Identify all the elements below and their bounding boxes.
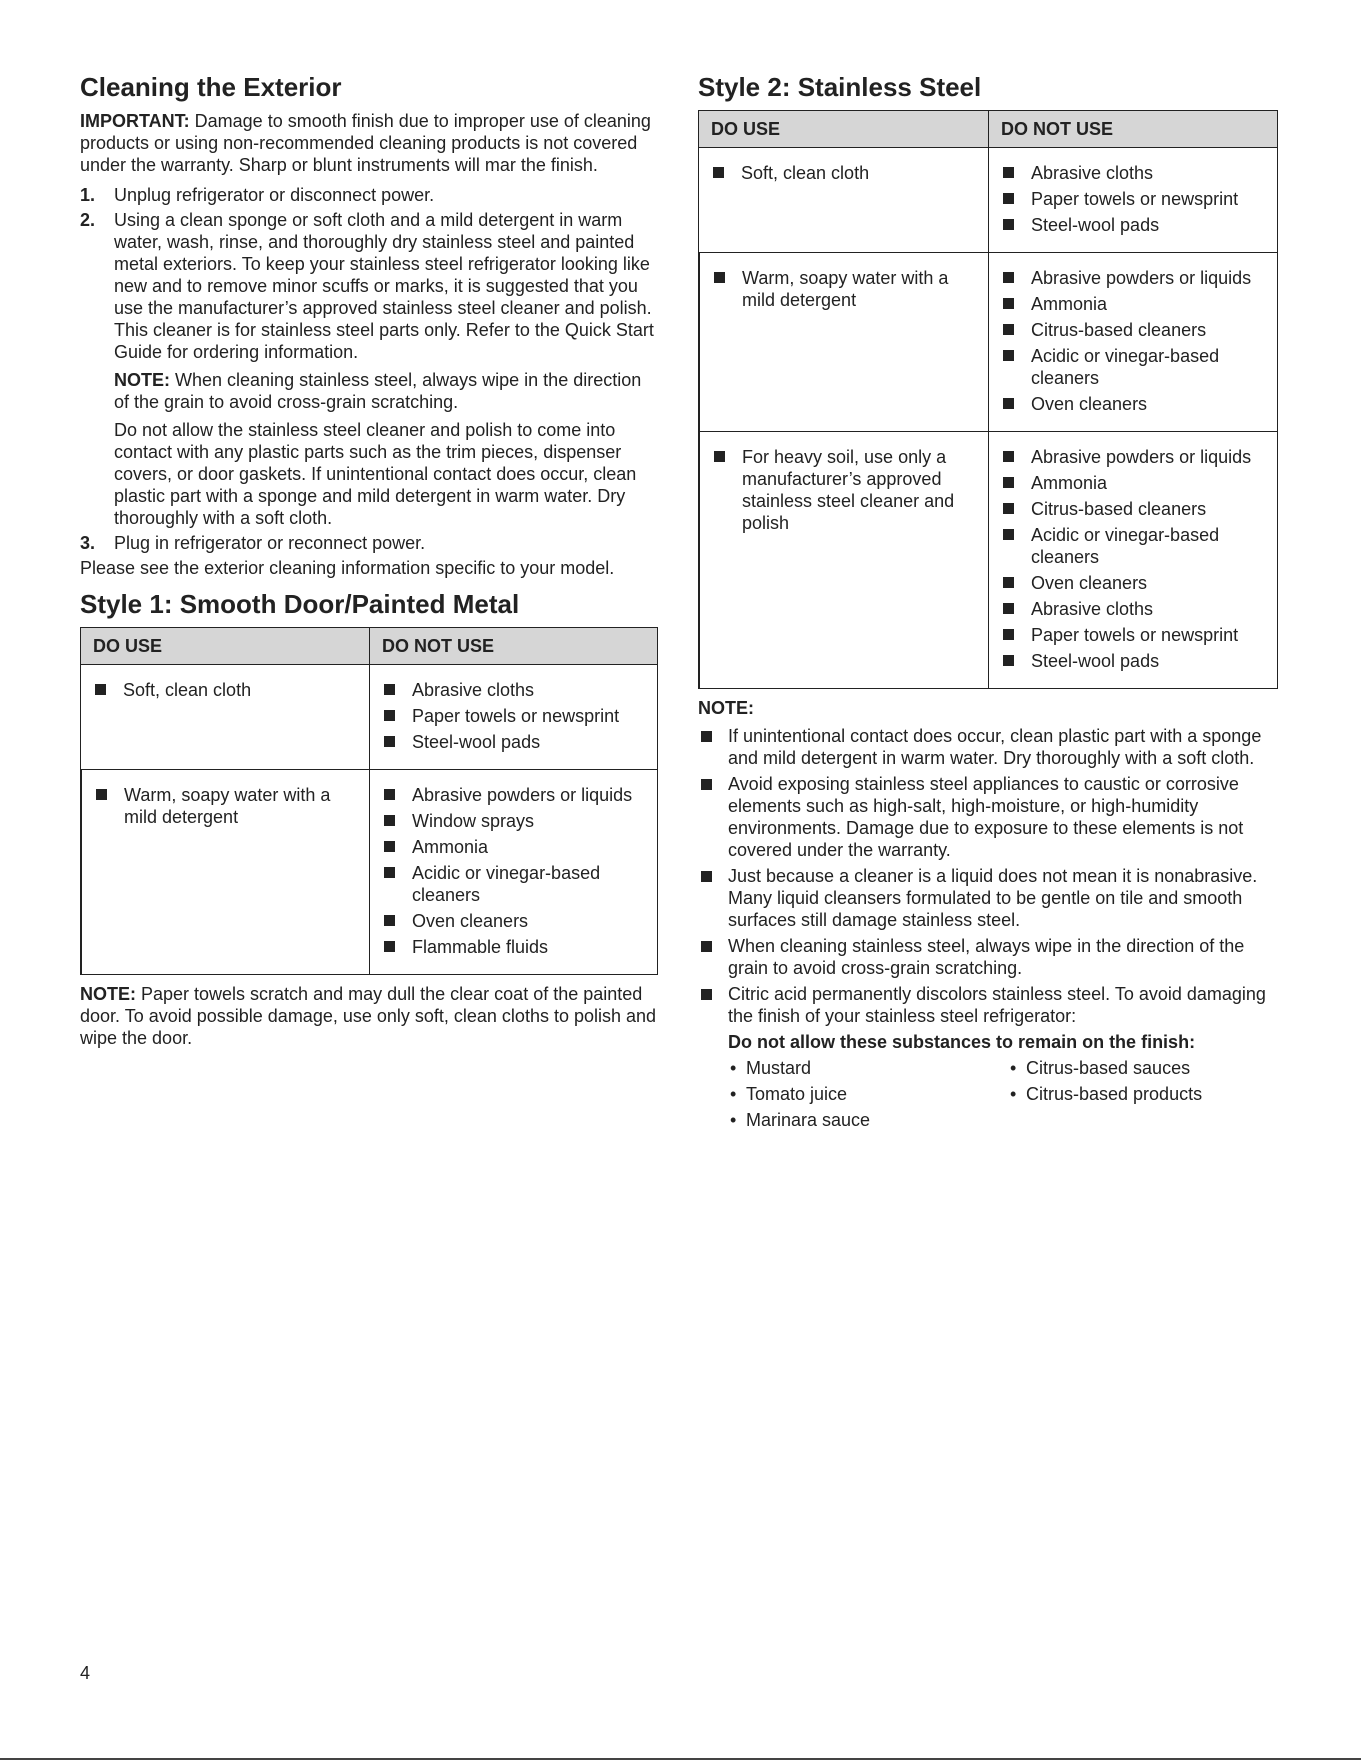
list-item: Warm, soapy water with a mild detergent <box>712 267 980 311</box>
style2-note-heading: NOTE: <box>698 698 754 718</box>
table-cell-use <box>81 665 369 770</box>
bullet-dot: • <box>1010 1084 1017 1104</box>
table-cell-use <box>699 148 988 253</box>
table-cell-not-use <box>988 148 1277 253</box>
list-item: Oven cleaners <box>1001 572 1269 594</box>
page-number: 4 <box>80 1663 91 1683</box>
list-item: Steel-wool pads <box>1001 214 1269 236</box>
page-bottom-rule <box>0 1758 1361 1760</box>
substance-text: Tomato juice <box>746 1084 848 1104</box>
list-item: Acidic or vinegar-based cleaners <box>1001 345 1269 389</box>
note-item: Just because a cleaner is a liquid does not mean it is nonabrasive. Many liquid cleansers formulated to be gentle on tile and smooth surfaces still damage stainless steel. <box>698 865 1278 931</box>
step-extra: Do not allow the stainless steel cleaner and polish to come into contact with any plastic parts such as the trim pieces, dispenser covers, or door gaskets. If unintentional contact does occur, clean plastic part with a sponge and mild detergent in warm water. Dry thoroughly with a soft cloth. <box>114 420 637 528</box>
list-item: Warm, soapy water with a mild detergent <box>94 784 361 828</box>
bullet-dot: • <box>730 1084 737 1104</box>
list-item: Abrasive cloths <box>1001 598 1269 620</box>
step-note <box>114 369 658 413</box>
table-cell-use <box>81 770 369 974</box>
list-item: Acidic or vinegar-based cleaners <box>1001 524 1269 568</box>
list-item: Soft, clean cloth <box>711 162 980 184</box>
substance-item <box>728 1083 1008 1105</box>
table-header-not-use: DO NOT USE <box>369 628 657 665</box>
list-item: Abrasive cloths <box>1001 162 1269 184</box>
left-column <box>80 72 658 1049</box>
style2-notes <box>698 725 1278 1027</box>
substance-text: Citrus-based products <box>1026 1084 1203 1104</box>
right-column <box>698 72 1278 1135</box>
list-item: Flammable fluids <box>382 936 649 958</box>
list-item: Window sprays <box>382 810 649 832</box>
table-header-use: DO USE <box>81 628 369 665</box>
list-item: Oven cleaners <box>382 910 649 932</box>
style1-heading: Style 1: Smooth Door/Painted Metal <box>80 589 520 619</box>
bullet-dot: • <box>1010 1058 1017 1078</box>
step-number: 3. <box>80 533 96 553</box>
list-item: Abrasive powders or liquids <box>1001 267 1269 289</box>
list-item: Steel-wool pads <box>382 731 649 753</box>
list-item: Ammonia <box>1001 293 1269 315</box>
note-item: When cleaning stainless steel, always wipe in the direction of the grain to avoid cross-grain scratching. <box>698 935 1278 979</box>
important-label: IMPORTANT: <box>80 111 190 131</box>
see-info-paragraph: Please see the exterior cleaning information specific to your model. <box>80 558 615 578</box>
list-item: Abrasive powders or liquids <box>1001 446 1269 468</box>
substance-text: Marinara sauce <box>746 1110 871 1130</box>
style1-table <box>80 627 658 975</box>
list-item: Ammonia <box>382 836 649 858</box>
list-item: Ammonia <box>1001 472 1269 494</box>
bullet-dot: • <box>730 1058 737 1078</box>
list-item: Citrus-based cleaners <box>1001 498 1269 520</box>
style2-table <box>698 110 1278 689</box>
style1-note <box>80 983 658 1049</box>
substance-item <box>1008 1057 1288 1079</box>
note-item: Avoid exposing stainless steel appliances to caustic or corrosive elements such as high-salt, high-moisture, or high-humidity environments. Damage due to exposure to these elements is not covered under the warranty. <box>698 773 1278 861</box>
substance-item <box>728 1109 1008 1131</box>
list-item: Paper towels or newsprint <box>1001 188 1269 210</box>
table-cell-use <box>699 253 988 432</box>
table-header-not-use: DO NOT USE <box>988 111 1277 148</box>
list-item: Paper towels or newsprint <box>1001 624 1269 646</box>
step-item <box>80 209 658 529</box>
list-item: Soft, clean cloth <box>93 679 361 701</box>
substance-item <box>728 1057 1008 1079</box>
table-cell-not-use <box>369 770 657 974</box>
table-cell-not-use <box>988 253 1277 432</box>
note-text: Paper towels scratch and may dull the clear coat of the painted door. To avoid possible damage, use only soft, clean cloths to polish and wipe the door. <box>80 984 657 1048</box>
list-item: Abrasive cloths <box>382 679 649 701</box>
step-item <box>80 532 658 554</box>
note-item: Citric acid permanently discolors stainless steel. To avoid damaging the finish of your stainless steel refrigerator: <box>698 983 1278 1027</box>
important-paragraph <box>80 110 658 176</box>
step-number: 1. <box>80 185 96 205</box>
step-text: Using a clean sponge or soft cloth and a mild detergent in warm water, wash, rinse, and thoroughly dry stainless steel and painted metal exteriors. To keep your stainless steel refrigerator looking like new and to remove minor scuffs or marks, it is suggested that you use the manufacturer’s approved stainless steel cleaner and polish. This cleaner is for stainless steel parts only. Refer to the Quick Start Guide for ordering information. <box>114 210 654 362</box>
list-item: Abrasive powders or liquids <box>382 784 649 806</box>
substance-item <box>1008 1083 1288 1105</box>
cleaning-steps <box>80 184 658 554</box>
step-item <box>80 184 658 206</box>
substances-heading: Do not allow these substances to remain on the finish: <box>728 1032 1196 1052</box>
table-cell-not-use <box>369 665 657 770</box>
table-header-use: DO USE <box>699 111 988 148</box>
list-item: Citrus-based cleaners <box>1001 319 1269 341</box>
list-item: Oven cleaners <box>1001 393 1269 415</box>
substances-list <box>728 1057 1278 1135</box>
list-item: Steel-wool pads <box>1001 650 1269 672</box>
bullet-dot: • <box>730 1110 737 1130</box>
style2-heading: Style 2: Stainless Steel <box>698 72 982 102</box>
step-text: Plug in refrigerator or reconnect power. <box>114 533 426 553</box>
list-item: Acidic or vinegar-based cleaners <box>382 862 649 906</box>
note-item: If unintentional contact does occur, clean plastic part with a sponge and mild detergent in warm water. Dry thoroughly with a soft cloth. <box>698 725 1278 769</box>
step-text: Unplug refrigerator or disconnect power. <box>114 185 435 205</box>
note-label: NOTE: <box>80 984 136 1004</box>
list-item: Paper towels or newsprint <box>382 705 649 727</box>
table-cell-not-use <box>988 432 1277 688</box>
important-text: Damage to smooth finish due to improper use of cleaning products or using non-recommended cleaning products is not covered under the warranty. Sharp or blunt instruments will mar the finish. <box>80 111 651 175</box>
substance-text: Mustard <box>746 1058 812 1078</box>
note-text: When cleaning stainless steel, always wipe in the direction of the grain to avoid cross-grain scratching. <box>114 370 642 412</box>
substance-text: Citrus-based sauces <box>1026 1058 1191 1078</box>
table-cell-use <box>699 432 988 688</box>
step-number: 2. <box>80 210 96 230</box>
list-item: For heavy soil, use only a manufacturer’s approved stainless steel cleaner and polish <box>712 446 980 534</box>
note-label: NOTE: <box>114 370 170 390</box>
cleaning-exterior-heading: Cleaning the Exterior <box>80 72 342 102</box>
